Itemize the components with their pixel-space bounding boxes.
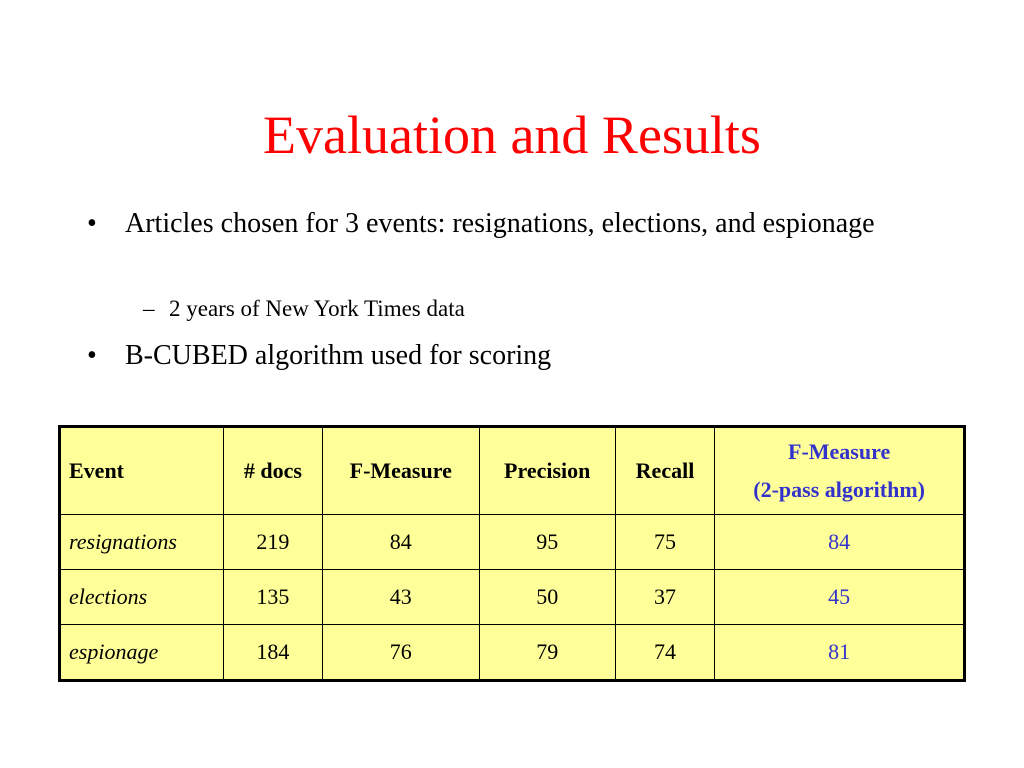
table-header-row: [60, 427, 965, 515]
cell-recall: 75: [615, 515, 715, 570]
slide-title: Evaluation and Results: [263, 105, 761, 165]
cell-twopass: 84: [715, 515, 965, 570]
bullet-text: B-CUBED algorithm used for scoring: [125, 340, 552, 371]
bullet-item: [87, 204, 917, 244]
cell-event: elections: [60, 570, 224, 625]
header-docs: # docs: [224, 427, 323, 515]
cell-docs: 184: [224, 625, 323, 681]
cell-twopass: 81: [715, 625, 965, 681]
sub-bullet-item: [143, 294, 465, 324]
cell-fmeasure: 43: [322, 570, 479, 625]
cell-precision: 95: [479, 515, 615, 570]
bullet-item: [87, 336, 917, 376]
header-precision: Precision: [479, 427, 615, 515]
cell-fmeasure: 76: [322, 625, 479, 681]
cell-precision: 50: [479, 570, 615, 625]
header-event: Event: [60, 427, 224, 515]
header-fmeasure: F-Measure: [322, 427, 479, 515]
cell-event: espionage: [60, 625, 224, 681]
header-recall: Recall: [615, 427, 715, 515]
cell-recall: 74: [615, 625, 715, 681]
cell-event: resignations: [60, 515, 224, 570]
cell-fmeasure: 84: [322, 515, 479, 570]
table-row: [60, 570, 965, 625]
cell-recall: 37: [615, 570, 715, 625]
bullet-text: Articles chosen for 3 events: resignations, elections, and espionage: [125, 208, 875, 239]
cell-twopass: 45: [715, 570, 965, 625]
results-table: [58, 425, 966, 682]
bullet-marker: •: [87, 340, 97, 371]
sub-bullet-text: 2 years of New York Times data: [169, 296, 465, 321]
bullet-marker: •: [87, 208, 97, 239]
header-twopass-fmeasure: [715, 427, 965, 515]
table-row: [60, 625, 965, 681]
sub-bullet-marker: –: [143, 296, 155, 321]
table-row: [60, 515, 965, 570]
header-twopass-line1: F-Measure: [788, 439, 891, 464]
cell-docs: 135: [224, 570, 323, 625]
header-twopass-line2: (2-pass algorithm): [753, 477, 925, 502]
cell-precision: 79: [479, 625, 615, 681]
cell-docs: 219: [224, 515, 323, 570]
